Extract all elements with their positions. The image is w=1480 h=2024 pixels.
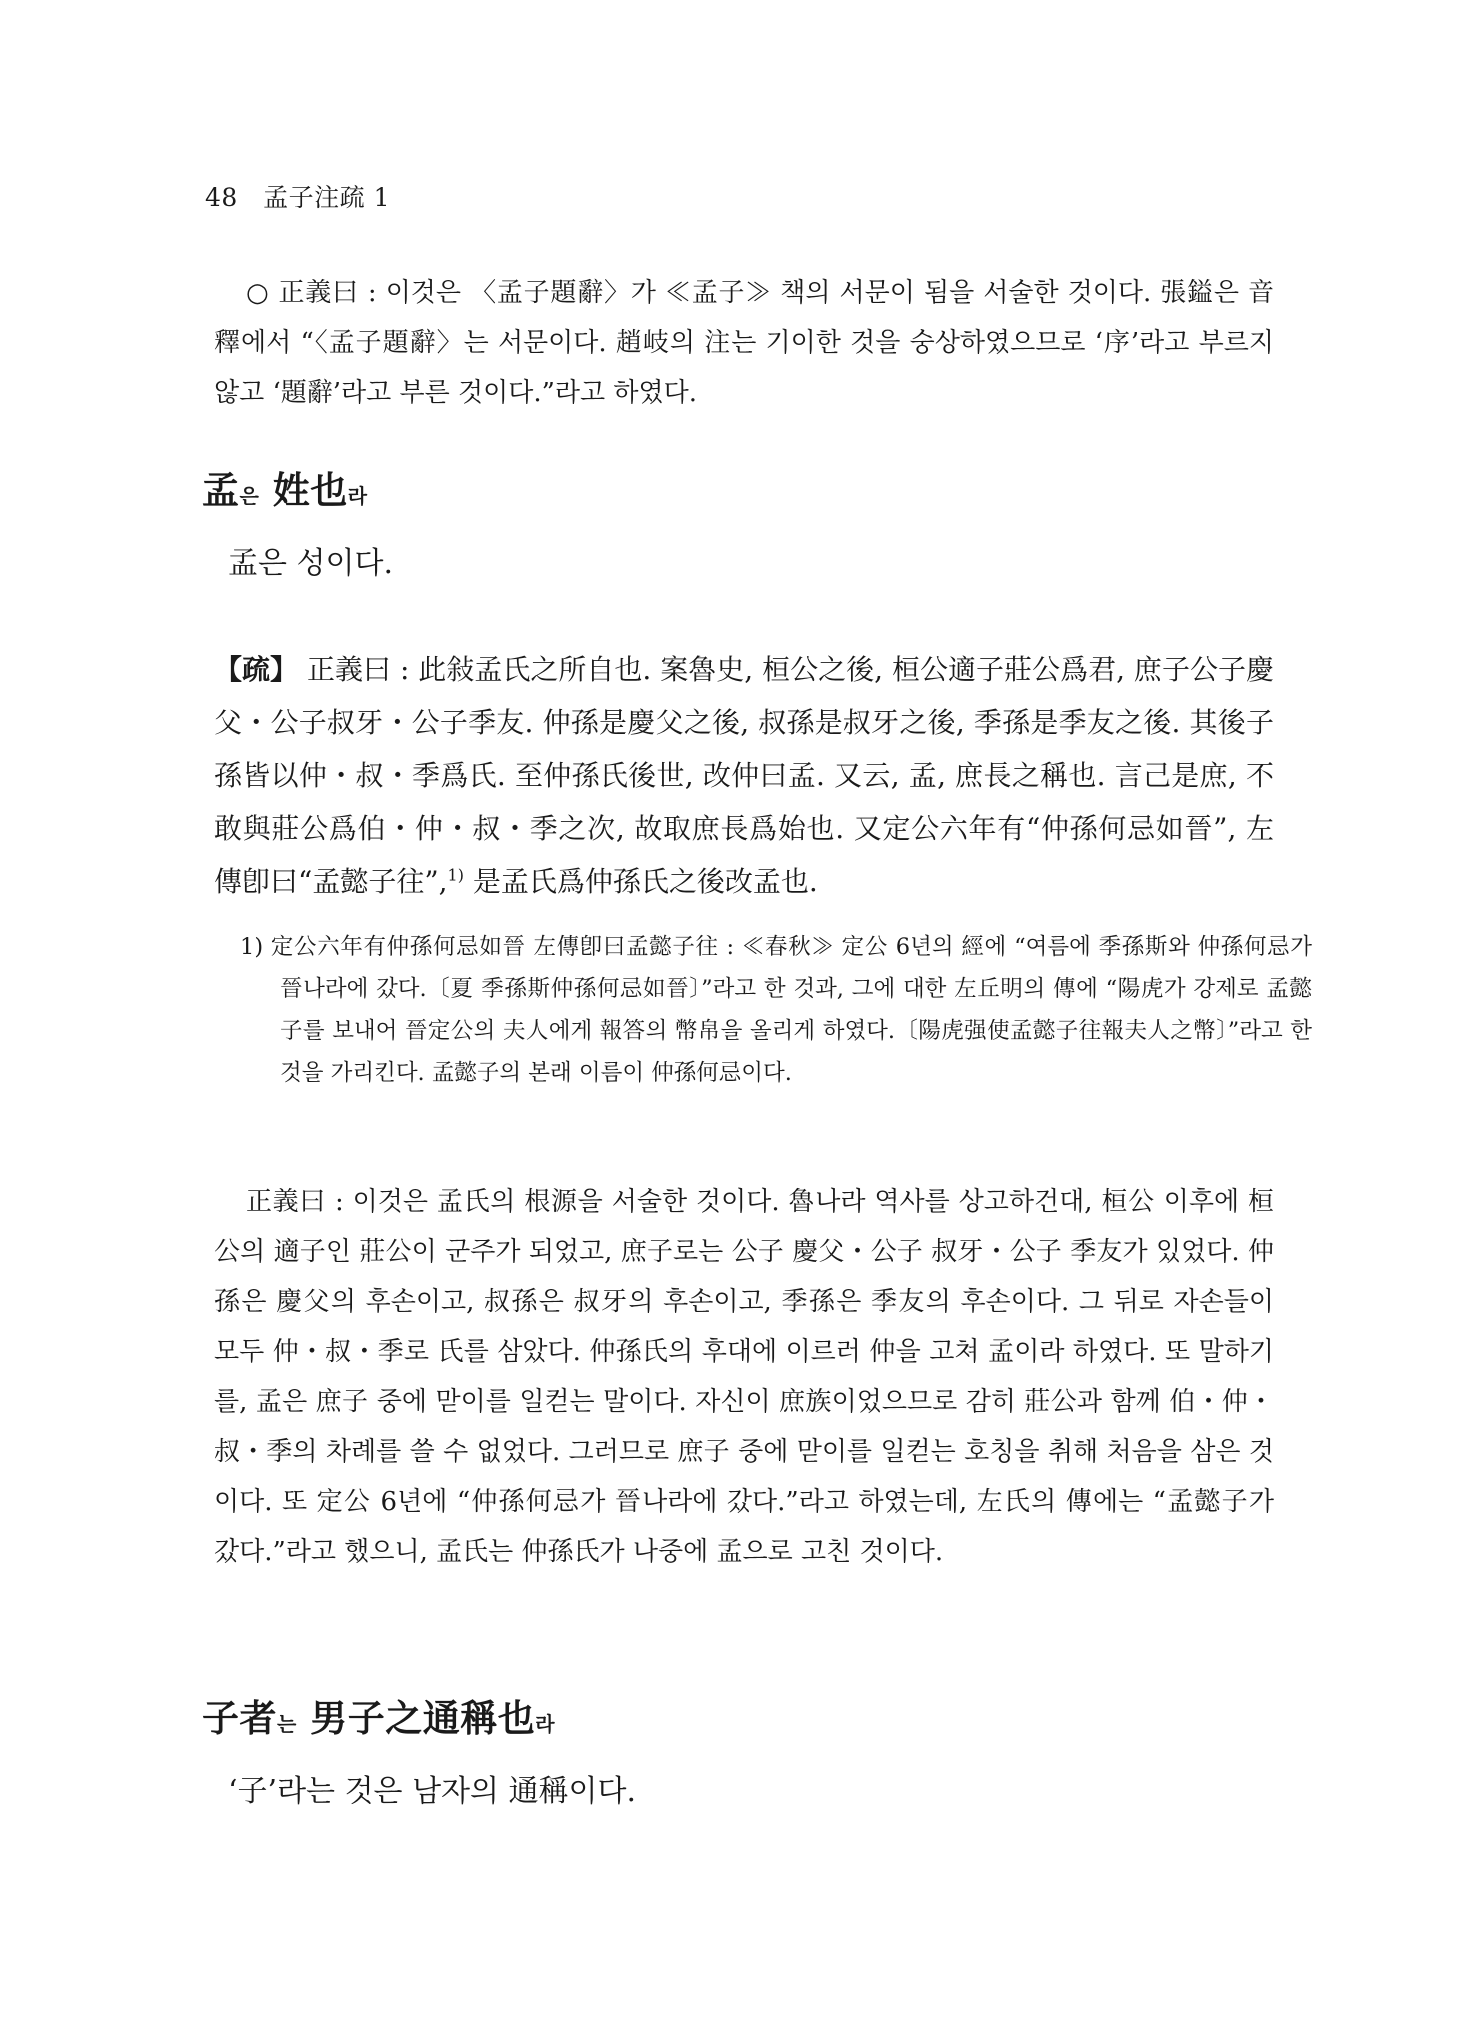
shu-text: 正義曰 : 此敍孟氏之所自也. 案魯史, 桓公之後, 桓公適子莊公爲君, 庶子公子慶父・公子叔牙・公子季友. 仲孫是慶父之後, 叔孫是叔牙之後, 季孫是季友之後. 其後子孫皆以仲・叔・季爲氏. 至仲孫氏後世, 改仲曰孟. 又云, 孟, 庶長之稱也. 言己是庶, 不敢與莊公爲伯・仲・叔・季之次, 故取庶長爲始也. 又定公六年有“仲孫何忌如晉”, 左傳卽曰“孟懿子往”, — [214, 653, 1274, 898]
section1-heading — [202, 466, 368, 520]
footnote-ref: 1) — [447, 865, 464, 885]
intro-note-block — [214, 268, 1274, 418]
section2-translation: ‘子’라는 것은 남자의 通稱이다. — [228, 1774, 637, 1809]
running-header — [205, 178, 390, 214]
section1-translation: 孟은 성이다. — [228, 546, 393, 581]
section2-heading — [202, 1694, 555, 1748]
section1-commentary: 正義曰 : 이것은 孟氏의 根源을 서술한 것이다. 魯나라 역사를 상고하건대, 桓公 이후에 桓公의 適子인 莊公이 군주가 되었고, 庶子로는 公子 慶父・公子 叔牙・公子 季友가 있었다. 仲孫은 慶父의 후손이고, 叔孫은 叔牙의 후손이고, 季孫은 季友의 후손이다. 그 뒤로 자손들이 모두 仲・叔・季로 氏를 삼았다. 仲孫氏의 후대에 이르러 仲을 고쳐 孟이라 하였다. 또 말하기를, 孟은 庶子 중에 맏이를 일컫는 말이다. 자신이 庶族이었으므로 감히 莊公과 함께 伯・仲・叔・季의 차례를 쓸 수 없었다. 그러므로 庶子 중에 맏이를 일컫는 호칭을 취해 처음을 삼은 것이다. 또 定公 6년에 “仲孫何忌가 晉나라에 갔다.”라고 하였는데, 左氏의 傳에는 “孟懿子가 갔다.”라고 했으니, 孟氏는 仲孫氏가 나중에 孟으로 고친 것이다. — [214, 1187, 1274, 1567]
section1-commentary-block — [214, 1177, 1274, 1577]
section2-head-main-2: 男子之通稱也 — [310, 1696, 536, 1740]
section1-shu-block — [214, 643, 1274, 908]
section1-head-main-2: 姓也 — [272, 468, 348, 512]
book-title: 孟子注疏 1 — [263, 183, 391, 212]
section2-head-main-1: 子者 — [202, 1696, 277, 1740]
shu-tag: 【疏】 — [214, 653, 299, 686]
section1-head-particle-2: 라 — [347, 484, 368, 508]
shu-text-end: 是孟氏爲仲孫氏之後改孟也. — [463, 865, 818, 898]
page-number: 48 — [205, 183, 238, 212]
intro-note: ○ 正義曰 : 이것은 〈孟子題辭〉가 ≪孟子≫ 책의 서문이 됨을 서술한 것이다. 張鎰은 音釋에서 “〈孟子題辭〉는 서문이다. 趙岐의 注는 기이한 것을 숭상하였으므로 ‘序’라고 부르지 않고 ‘題辭’라고 부른 것이다.”라고 하였다. — [214, 278, 1274, 408]
section1-shu — [214, 643, 1274, 908]
section2-head-particle-1: 는 — [277, 1712, 297, 1736]
section1-head-main-1: 孟 — [202, 468, 240, 512]
section2-head-particle-2: 라 — [535, 1712, 556, 1736]
footnote-1: 1) 定公六年有仲孫何忌如晉 左傳卽曰孟懿子往 : ≪春秋≫ 定公 6년의 經에 “여름에 季孫斯와 仲孫何忌가 晉나라에 갔다.〔夏 季孫斯仲孫何忌如晉〕”라고 한 것과, 그에 대한 左丘明의 傳에 “陽虎가 강제로 孟懿子를 보내어 晉定公의 夫人에게 報答의 幣帛을 올리게 하였다.〔陽虎强使孟懿子往報夫人之幣〕”라고 한 것을 가리킨다. 孟懿子의 본래 이름이 仲孫何忌이다. — [240, 934, 1312, 1086]
section1-head-particle-1: 은 — [239, 484, 260, 508]
